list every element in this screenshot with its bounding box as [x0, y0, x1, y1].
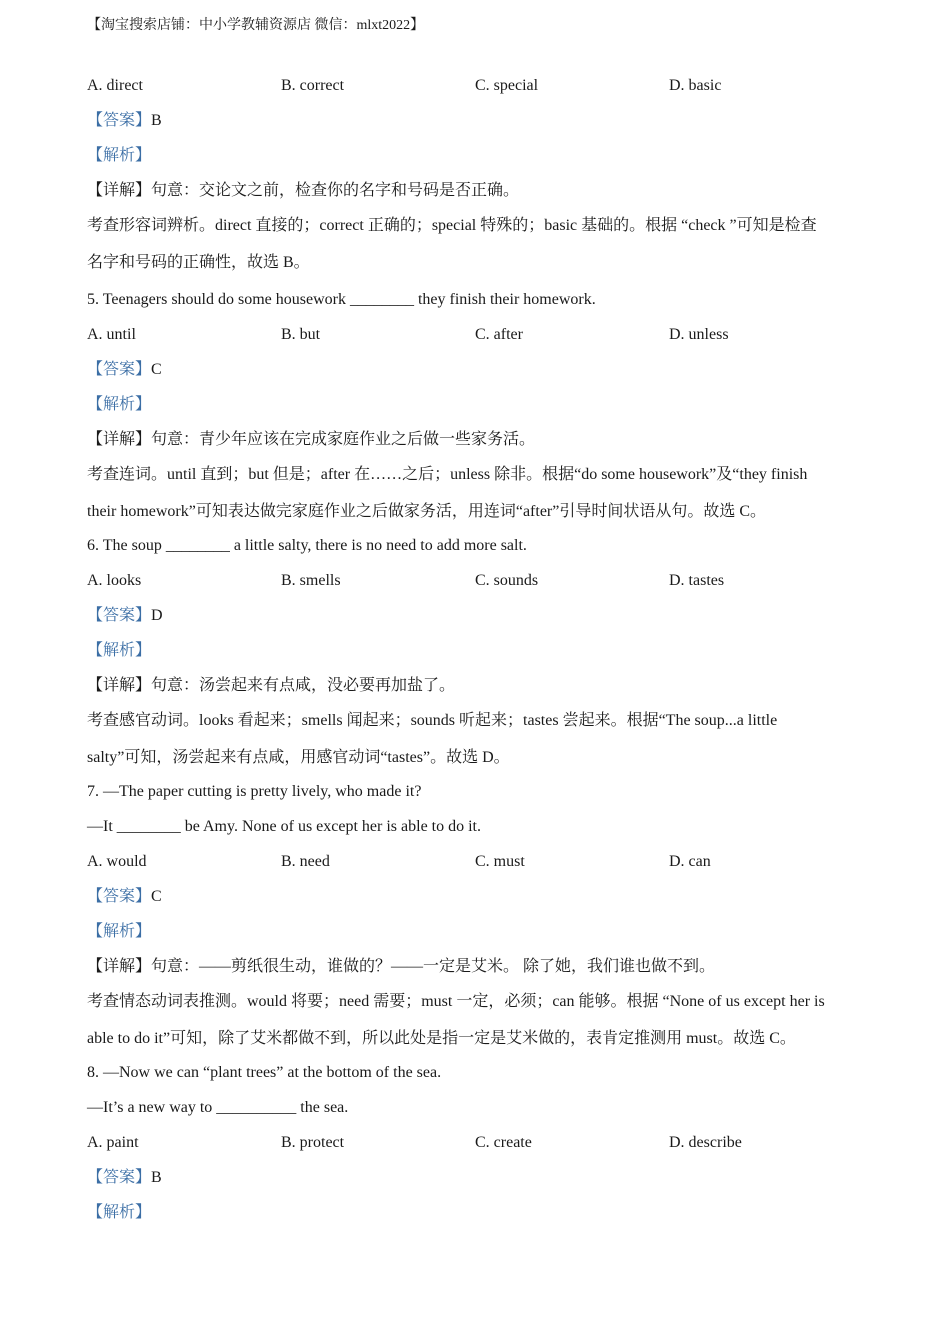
- page-header: 【淘宝搜索店铺：中小学教辅资源店 微信：mlxt2022】: [87, 18, 425, 33]
- q6-option-a: A. looks: [87, 572, 142, 589]
- q7-option-c: C. must: [475, 853, 525, 870]
- q5-question: 5. Teenagers should do some housework ________ they finish their homework.: [87, 291, 596, 308]
- q5-option-b: B. but: [281, 326, 321, 343]
- q8-analysis-label: 【解析】: [87, 1204, 152, 1221]
- q7-analysis-label: 【解析】: [87, 923, 152, 940]
- q4-option-b: B. correct: [281, 77, 345, 94]
- q5-answer: [87, 356, 877, 391]
- q6-option-c: C. sounds: [475, 572, 539, 589]
- q5-option-c: C. after: [475, 326, 523, 343]
- q5-option-d: D. unless: [669, 326, 729, 343]
- q7-answer-value: C: [151, 888, 162, 905]
- answer-label: 【答案】: [87, 607, 152, 624]
- q4-detail: 【详解】句意：交论文之前，检查你的名字和号码是否正确。: [87, 182, 520, 199]
- q4-options: [87, 72, 877, 107]
- q6-option-d: D. tastes: [669, 572, 725, 589]
- q6-analysis-label: 【解析】: [87, 642, 152, 659]
- q7-reply: —It ________ be Amy. None of us except her is able to do it.: [87, 818, 481, 835]
- q8-option-d: D. describe: [669, 1134, 742, 1151]
- q6-explanation-1: 考查感官动词。looks 看起来；smells 闻起来；sounds 听起来；tastes 尝起来。根据“The soup...a little: [87, 712, 778, 729]
- q7-options: [87, 848, 877, 883]
- q5-explanation-2: their homework”可知表达做完家庭作业之后做家务活，用连词“after”引导时间状语从句。故选 C。: [87, 503, 767, 520]
- q8-answer-value: B: [151, 1169, 162, 1186]
- q7-answer: [87, 883, 877, 918]
- document-body: [87, 72, 877, 1234]
- q6-question: 6. The soup ________ a little salty, there is no need to add more salt.: [87, 537, 527, 554]
- q5-options: [87, 321, 877, 356]
- q7-option-d: D. can: [669, 853, 711, 870]
- q4-option-d: D. basic: [669, 77, 722, 94]
- q6-answer: [87, 602, 877, 637]
- q8-options: [87, 1129, 877, 1164]
- q8-option-a: A. paint: [87, 1134, 139, 1151]
- q8-reply: —It’s a new way to __________ the sea.: [87, 1099, 349, 1116]
- q7-option-b: B. need: [281, 853, 330, 870]
- q6-detail: 【详解】句意：汤尝起来有点咸，没必要再加盐了。: [87, 677, 456, 694]
- q5-answer-value: C: [151, 361, 162, 378]
- q4-answer: [87, 107, 877, 142]
- q8-option-c: C. create: [475, 1134, 532, 1151]
- q7-option-a: A. would: [87, 853, 147, 870]
- q4-explanation-2: 名字和号码的正确性，故选 B。: [87, 254, 310, 271]
- q5-analysis-label: 【解析】: [87, 396, 152, 413]
- q5-option-a: A. until: [87, 326, 136, 343]
- q5-explanation-1: 考查连词。until 直到；but 但是；after 在……之后；unless 除非。根据“do some housework”及“they finish: [87, 466, 808, 483]
- q4-answer-value: B: [151, 112, 162, 129]
- answer-label: 【答案】: [87, 888, 152, 905]
- q6-option-b: B. smells: [281, 572, 341, 589]
- q8-question: 8. —Now we can “plant trees” at the bottom of the sea.: [87, 1064, 442, 1081]
- q6-options: [87, 567, 877, 602]
- q7-detail: 【详解】句意：——剪纸很生动，谁做的？——一定是艾米。 除了她，我们谁也做不到。: [87, 958, 716, 975]
- q7-explanation-1: 考查情态动词表推测。would 将要；need 需要；must 一定，必须；can 能够。根据 “None of us except her is: [87, 993, 825, 1010]
- answer-label: 【答案】: [87, 361, 152, 378]
- q4-option-a: A. direct: [87, 77, 143, 94]
- q4-analysis-label: 【解析】: [87, 147, 152, 164]
- q8-answer: [87, 1164, 877, 1199]
- q6-answer-value: D: [151, 607, 163, 624]
- q4-explanation-1: 考查形容词辨析。direct 直接的；correct 正确的；special 特殊的；basic 基础的。根据 “check ”可知是检查: [87, 217, 817, 234]
- answer-label: 【答案】: [87, 112, 152, 129]
- q4-option-c: C. special: [475, 77, 539, 94]
- q7-explanation-2: able to do it”可知，除了艾米都做不到，所以此处是指一定是艾米做的，表肯定推测用 must。故选 C。: [87, 1030, 796, 1047]
- q8-option-b: B. protect: [281, 1134, 345, 1151]
- q6-explanation-2: salty”可知，汤尝起来有点咸，用感官动词“tastes”。故选 D。: [87, 749, 510, 766]
- q7-question: 7. —The paper cutting is pretty lively, who made it?: [87, 783, 422, 800]
- q5-detail: 【详解】句意：青少年应该在完成家庭作业之后做一些家务活。: [87, 431, 536, 448]
- answer-label: 【答案】: [87, 1169, 152, 1186]
